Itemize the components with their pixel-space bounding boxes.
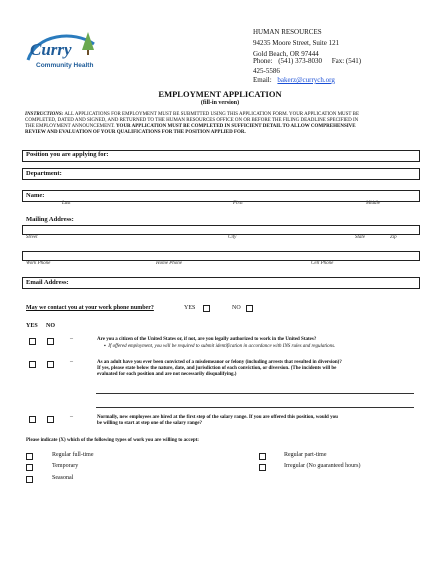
cell-phone-caption: Cell Phone	[311, 261, 334, 266]
q2-text	[97, 360, 342, 378]
position-label: Position you are applying for:	[26, 151, 109, 158]
q2-line-2: If yes, please state below the nature, date, and jurisdiction of each conviction, or diversion. (The incidents will be	[97, 366, 337, 371]
bullet-icon: ▪	[104, 344, 109, 349]
hr-title: HUMAN RESOURCES	[253, 28, 322, 36]
instructions-line-2: COMPLETED, DATED AND SIGNED, AND RETURNED TO THE HUMAN RESOURCES OFFICE ON OR BEFORE THE FILING DEADLINE SPECIFIED IN	[25, 118, 359, 123]
q3-line-2: be willing to start at step one of the salary range?	[97, 421, 202, 426]
fax-value: 425-5586	[253, 67, 280, 75]
instructions-line-1: ALL APPLICATIONS FOR EMPLOYMENT MUST BE SUBMITTED USING THIS APPLICATION FORM. YOUR APPLICATION MUST BE	[63, 112, 360, 117]
street-caption: Street	[26, 235, 38, 240]
zip-caption: Zip	[390, 235, 397, 240]
q2-answer-line-2[interactable]	[96, 407, 414, 408]
q2-line-1: As an adult have you ever been convicted of a misdemeanor or felony (including arrests that resulted in diversion)?	[97, 360, 342, 365]
phone-label: Phone:	[253, 57, 273, 65]
contact-question: May we contact you at your work phone number?	[26, 305, 154, 311]
q2-no-checkbox[interactable]	[47, 361, 54, 368]
q2-yes-checkbox[interactable]	[29, 361, 36, 368]
name-last-caption: Last	[62, 201, 71, 206]
fax-label: Fax: (541)	[331, 57, 362, 65]
email-link[interactable]: bakerz@currych.org	[277, 76, 335, 84]
temporary-checkbox[interactable]	[26, 464, 33, 471]
name-label: Name:	[26, 192, 45, 199]
q2-dash: –	[70, 359, 73, 365]
q1-note-text: If offered employment, you will be required to submit identification in accordance with INS rules and regulations.	[108, 344, 336, 349]
irregular-checkbox[interactable]	[259, 464, 266, 471]
department-label: Department:	[26, 170, 62, 177]
hr-phone-line	[253, 57, 361, 65]
logo-wordmark: Curry	[30, 40, 72, 59]
tree-icon	[82, 32, 94, 50]
email-label: Email:	[253, 76, 272, 84]
instructions-line-3: THE EMPLOYMENT ANNOUNCEMENT.	[25, 124, 115, 129]
phones-field[interactable]	[22, 251, 420, 261]
fulltime-label: Regular full-time	[52, 452, 94, 458]
state-caption: State	[355, 235, 365, 240]
hr-city: Gold Beach, OR 97444	[253, 50, 319, 58]
parttime-checkbox[interactable]	[259, 453, 266, 460]
instructions-line-3b: YOUR APPLICATION MUST BE COMPLETED IN SUFFICIENT DETAIL TO ALLOW COMPREHENSIVE	[115, 124, 356, 129]
form-subtitle: (fill-in version)	[200, 100, 240, 106]
q1-no-checkbox[interactable]	[47, 338, 54, 345]
parttime-label: Regular part-time	[284, 452, 327, 458]
department-field[interactable]	[22, 168, 420, 180]
irregular-label: Irregular (No guaranteed hours)	[284, 463, 361, 469]
contact-yes-label: YES	[184, 305, 196, 311]
q1-text: Are you a citizen of the United States or, if not, are you legally authorized to work in the United States?	[97, 337, 317, 342]
contact-no-checkbox[interactable]	[246, 305, 253, 312]
q1-note	[104, 344, 335, 350]
q3-no-checkbox[interactable]	[47, 416, 54, 423]
hr-email-line	[253, 76, 335, 84]
city-caption: City	[228, 235, 237, 240]
q1-dash: –	[70, 336, 73, 342]
instructions-line-4: REVIEW AND EVALUATION OF YOUR QUALIFICATIONS FOR THE POSITION APPLIED FOR.	[25, 130, 246, 135]
name-first-caption: First	[233, 201, 243, 206]
contact-no-label: NO	[232, 305, 241, 311]
email-address-label: Email Address:	[26, 279, 69, 286]
contact-yes-checkbox[interactable]	[203, 305, 210, 312]
home-phone-caption: Home Phone	[156, 261, 182, 266]
instructions-label: INSTRUCTIONS:	[25, 112, 64, 117]
temporary-label: Temporary	[52, 463, 79, 469]
seasonal-label: Seasonal	[52, 475, 74, 481]
logo	[22, 28, 102, 74]
instructions	[25, 112, 420, 136]
fulltime-checkbox[interactable]	[26, 453, 33, 460]
name-middle-caption: Middle	[366, 201, 381, 206]
q3-dash: –	[70, 414, 73, 420]
email-field[interactable]	[22, 277, 420, 289]
q3-line-1: Normally, new employees are hired at the first step of the salary range. If you are offered this position, would you	[97, 415, 338, 420]
mailing-label: Mailing Address:	[26, 216, 74, 223]
yes-column-header: YES	[26, 323, 38, 329]
street-field[interactable]	[22, 225, 420, 235]
worktypes-prompt: Please indicate (X) which of the following types of work you are willing to accept:	[26, 438, 199, 443]
no-column-header: NO	[46, 323, 55, 329]
hr-street: 94235 Moore Street, Suite 121	[253, 39, 340, 47]
q1-yes-checkbox[interactable]	[29, 338, 36, 345]
name-field[interactable]	[22, 190, 420, 202]
logo-subtitle: Community Health	[36, 62, 94, 69]
q2-line-3: evaluated for each position and are not necessarily disqualifying.)	[97, 372, 237, 377]
q3-text	[97, 415, 338, 427]
phone-value: (541) 373-8030	[278, 57, 322, 65]
form-title: EMPLOYMENT APPLICATION	[158, 89, 282, 99]
work-phone-caption: Work Phone	[26, 261, 51, 266]
q2-answer-line-1[interactable]	[96, 393, 414, 394]
q3-yes-checkbox[interactable]	[29, 416, 36, 423]
seasonal-checkbox[interactable]	[26, 476, 33, 483]
